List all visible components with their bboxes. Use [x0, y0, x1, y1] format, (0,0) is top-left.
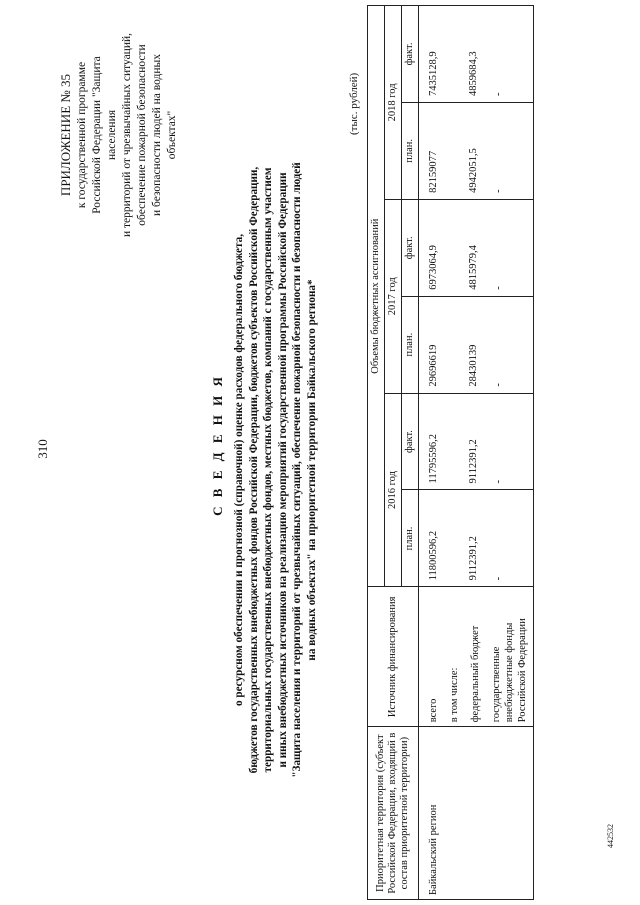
value-cell: - — [484, 102, 534, 199]
document-code: 442532 — [606, 824, 615, 848]
value-cell: 4815979,4 — [463, 199, 484, 296]
header-plan: план. — [402, 296, 419, 393]
value-cell: 11800596,2 — [419, 490, 443, 587]
value-cell: 6973064,9 — [419, 199, 443, 296]
value-cell — [442, 199, 463, 296]
value-cell: 9112391,2 — [463, 393, 484, 490]
subtitle-line: на водных объектах" на приоритетной территории Байкальского региона* — [305, 279, 318, 661]
header-territory: Приоритетная территория (субъект Российской Федерации, входящий в состав приоритетной территории) — [368, 727, 419, 900]
value-cell: 11795596,2 — [419, 393, 443, 490]
header-fact: факт. — [402, 393, 419, 490]
source-cell: федеральный бюджет — [463, 587, 484, 727]
value-cell — [442, 393, 463, 490]
table-row — [419, 6, 443, 900]
header-plan: план. — [402, 102, 419, 199]
value-cell: - — [484, 6, 534, 103]
source-cell: государственные внебюджетные фонды Российской Федерации — [484, 587, 534, 727]
appendix-line: и территорий от чрезвычайных ситуаций, — [121, 32, 133, 238]
source-cell: в том числе: — [442, 587, 463, 727]
source-cell: всего — [419, 587, 443, 727]
value-cell — [442, 296, 463, 393]
page-number: 310 — [34, 439, 50, 459]
value-cell: 4859684,3 — [463, 6, 484, 103]
value-cell: 4942051,5 — [463, 102, 484, 199]
appendix-number: ПРИЛОЖЕНИЕ № 35 — [58, 73, 73, 197]
header-volumes: Объемы бюджетных ассигнований — [368, 6, 385, 587]
value-cell — [442, 102, 463, 199]
subtitle-line: бюджетов государственных внебюджетных фондов Российской Федерации, бюджетов субъектов Российской Федерации, — [247, 166, 260, 774]
header-fact: факт. — [402, 6, 419, 103]
value-cell — [442, 6, 463, 103]
appendix-line: к государственной программе — [76, 61, 88, 209]
budget-table — [367, 5, 534, 900]
subtitle-line: "Защита населения и территорий от чрезвычайных ситуаций, обеспечение пожарной безопасности и безопасности людей — [291, 162, 304, 778]
subtitle-line: и иных внебюджетных источников на реализацию мероприятий государственной программы Российской Федерации — [276, 172, 289, 768]
region-cell: Байкальский регион — [419, 727, 534, 900]
subtitle-line: о ресурсном обеспечении и прогнозной (справочной) оценке расходов федерального бюджета, — [233, 233, 245, 707]
appendix-line: обеспечение пожарной безопасности — [136, 44, 148, 226]
value-cell: - — [484, 199, 534, 296]
value-cell: - — [484, 393, 534, 490]
value-cell: 29696619 — [419, 296, 443, 393]
document-subtitle — [232, 75, 320, 865]
units-label: (тыс. рублей) — [348, 72, 360, 135]
document-title: С В Е Д Е Н И Я — [210, 374, 225, 516]
header-year-2018: 2018 год — [385, 6, 402, 200]
value-cell: 7435128,9 — [419, 6, 443, 103]
value-cell: 82159077 — [419, 102, 443, 199]
value-cell: - — [484, 490, 534, 587]
subtitle-line: территориальных государственных внебюджетных фондов, местных бюджетов, компаний с государственным участием — [262, 167, 275, 773]
value-cell: - — [484, 296, 534, 393]
header-fact: факт. — [402, 199, 419, 296]
value-cell: 28430139 — [463, 296, 484, 393]
value-cell — [442, 490, 463, 587]
header-year-2017: 2017 год — [385, 199, 402, 393]
appendix-block — [58, 30, 180, 240]
value-cell: 9112391,2 — [463, 490, 484, 587]
header-source: Источник финансирования — [368, 587, 419, 727]
header-plan: план. — [402, 490, 419, 587]
appendix-line: и безопасности людей на водных объектах" — [151, 53, 178, 217]
header-year-2016: 2016 год — [385, 393, 402, 587]
appendix-line: Российской Федерации "Защита населения — [91, 56, 118, 214]
